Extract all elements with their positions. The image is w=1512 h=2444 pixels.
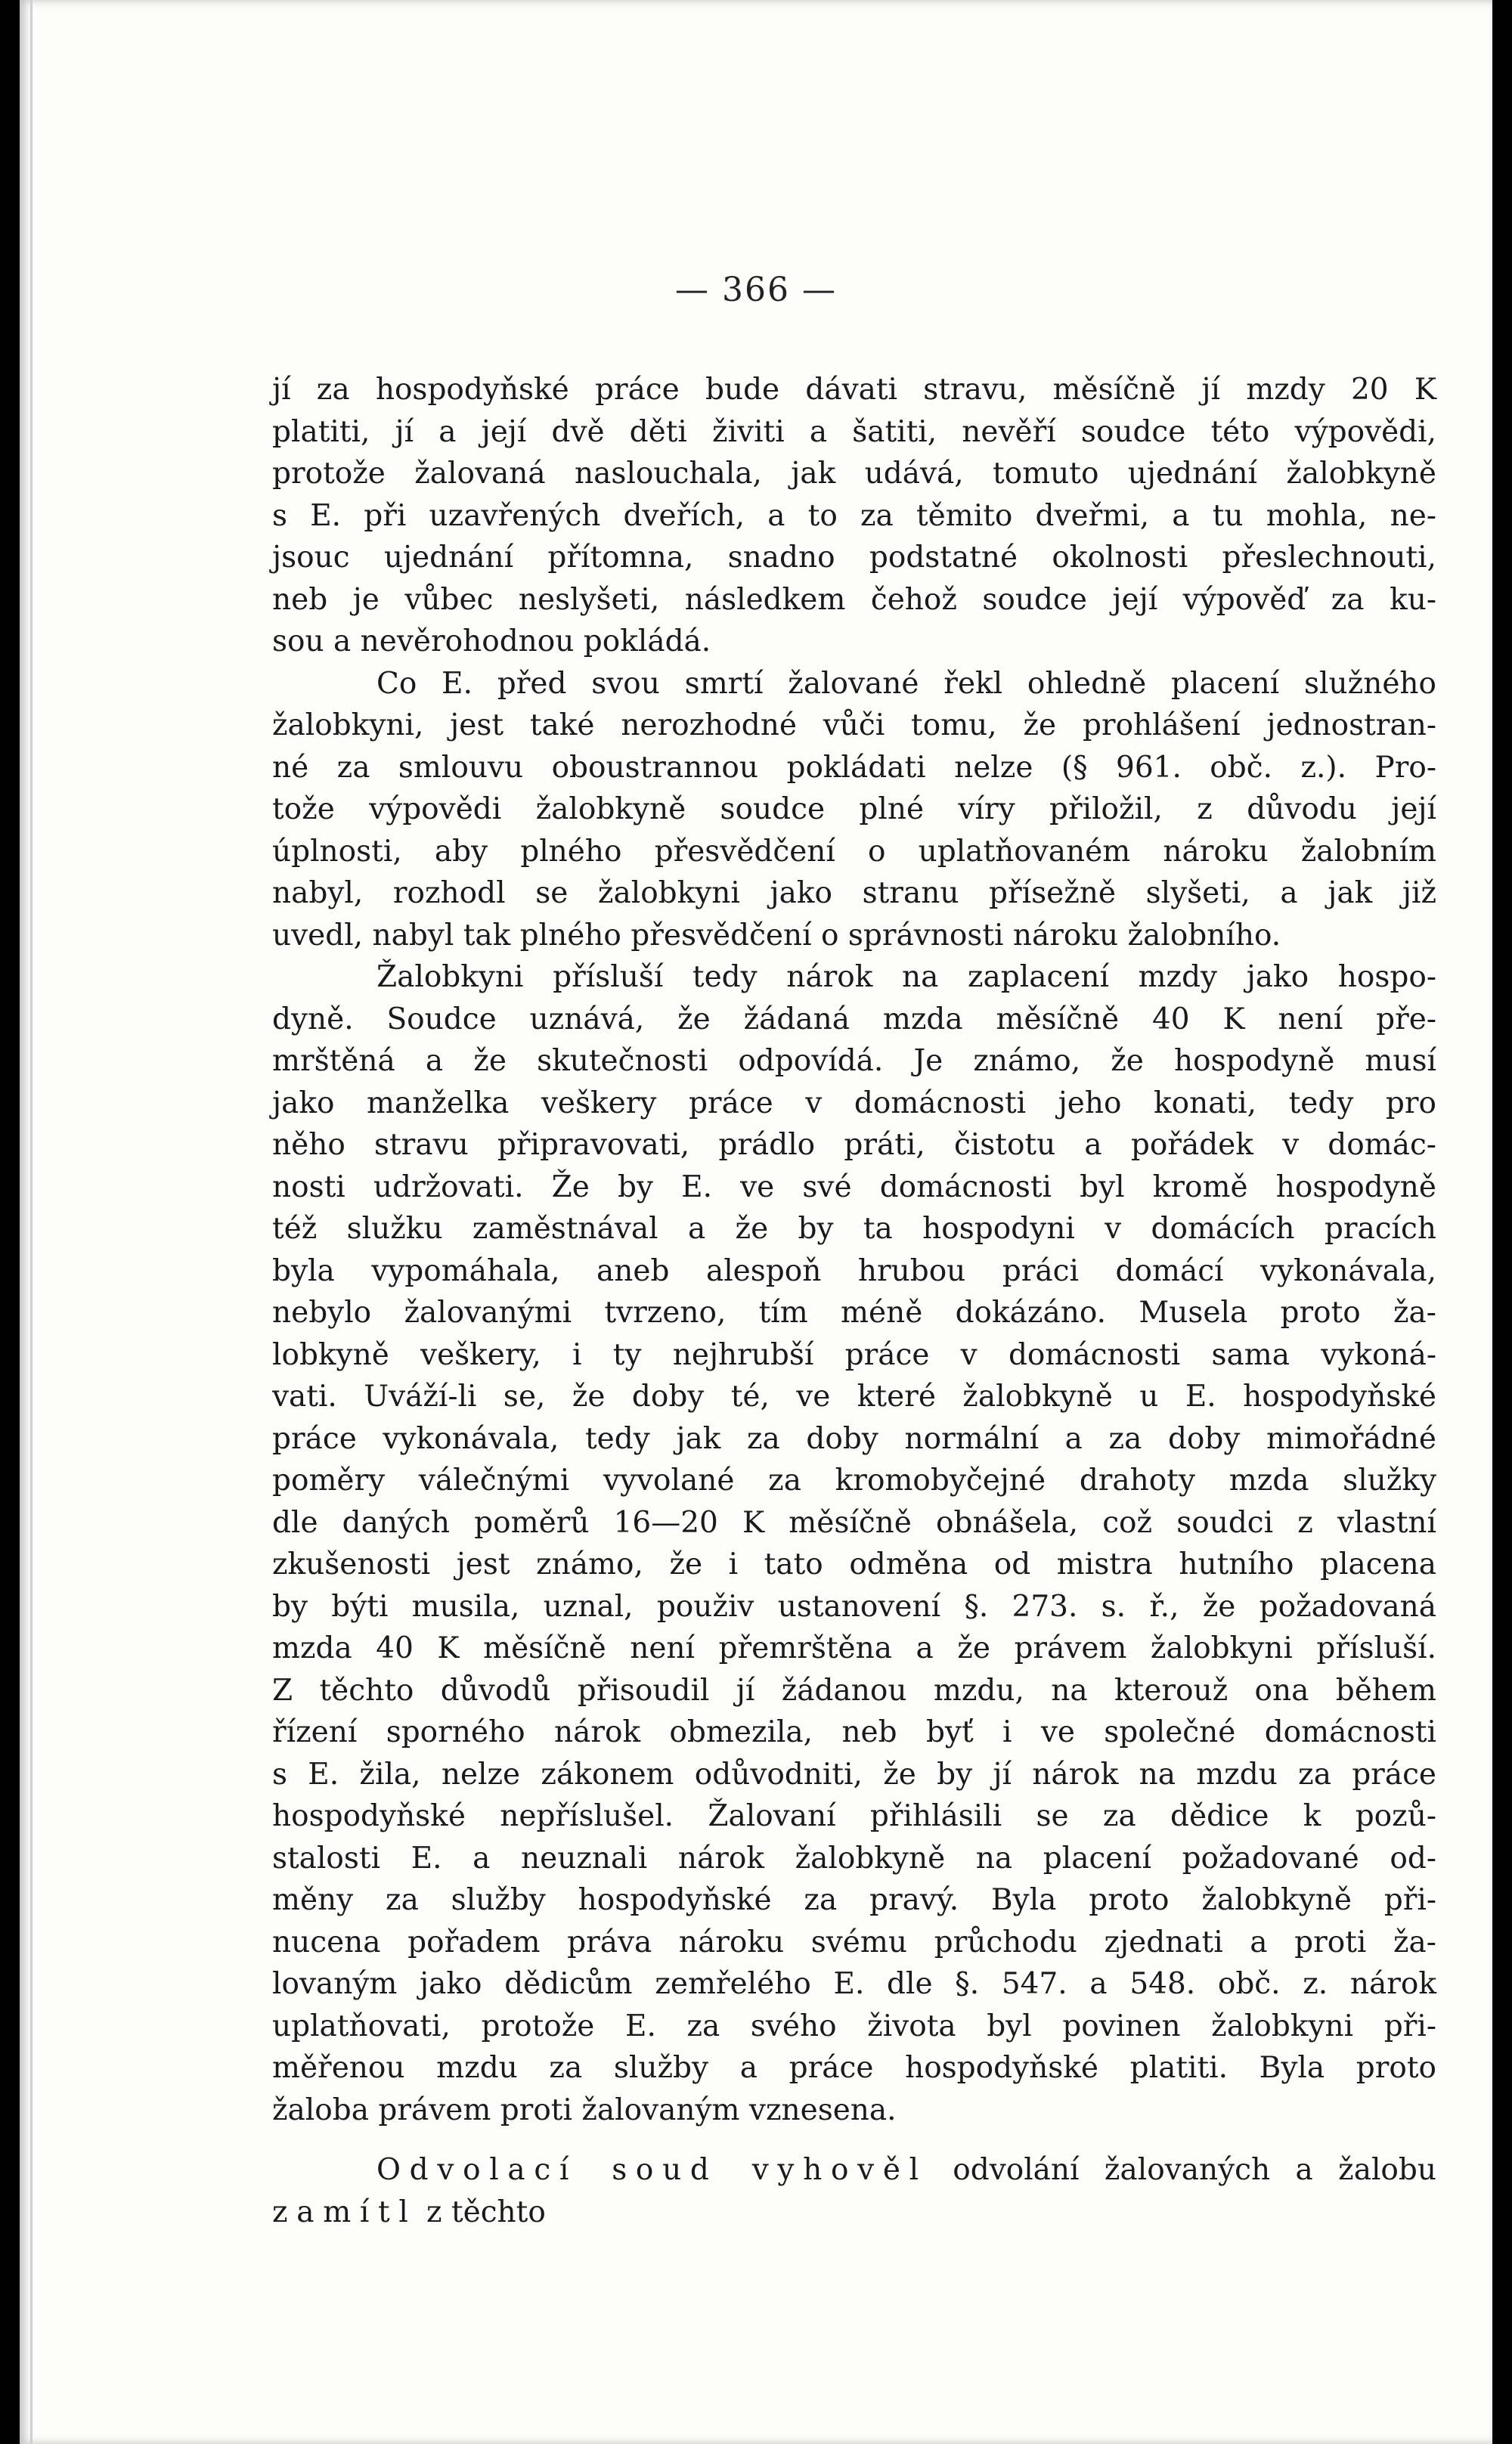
text-line: poměry válečnými vyvolané za kromobyčejné drahoty mzda služky [272,1464,1436,1498]
text-line: mrštěná a že skutečnosti odpovídá. Je známo, že hospodyně musí [272,1044,1436,1078]
text-line: měřenou mzdu za služby a práce hospodyňské platiti. Byla proto [272,2051,1436,2085]
text-line: nucena pořadem práva nároku svému průchodu zjednati a proti ža- [272,1925,1436,1959]
text-line: platiti, jí a její dvě děti živiti a šatiti, nevěří soudce této výpovědi, [272,414,1436,449]
text-line: byla vypomáhala, aneb alespoň hrubou práci domácí vykonávala, [272,1253,1436,1288]
text-line: protože žalovaná naslouchala, jak udává, tomuto ujednání žalobkyně [272,457,1436,491]
text-line: nebylo žalovanými tvrzeno, tím méně dokázáno. Musela proto ža- [272,1296,1436,1330]
spaced-emphasis: zamítl [272,2195,417,2229]
text-line: zkušenosti jest známo, že i tato odměna od mistra hutního placena [272,1547,1436,1581]
text-line: jsouc ujednání přítomna, snadno podstatné okolnosti přeslechnouti, [272,541,1436,575]
body-text [272,369,1436,2233]
text-line: dyně. Soudce uznává, že žádaná mzda měsíčně 40 K není pře- [272,1002,1436,1036]
page-number: — 366 — [675,271,837,309]
text-line: lobkyně veškery, i ty nejhrubší práce v domácnosti sama vykoná- [272,1337,1436,1372]
text-line: stalosti E. a neuznali nárok žalobkyně na placení požadované od- [272,1841,1436,1876]
text-line: jí za hospodyňské práce bude dávati stravu, měsíčně jí mzdy 20 K [272,373,1436,407]
text-line: nosti udržovati. Že by E. ve své domácnosti byl kromě hospodyně [272,1169,1436,1204]
text-line: měny za služby hospodyňské za pravý. Byla proto žalobkyně při- [272,1883,1436,1917]
text-line: žalobkyni, jest také nerozhodné vůči tomu, že prohlášení jednostran- [272,708,1436,742]
text-line: vati. Uváží-li se, že doby té, ve které žalobkyně u E. hospodyňské [272,1380,1436,1414]
spaced-emphasis: Odvolací soud vyhověl [376,2153,928,2187]
text-line: Žalobkyni přísluší tedy nárok na zaplacení mzdy jako hospo- [376,960,1436,994]
text-line: Co E. před svou smrtí žalované řekl ohledně placení služného [376,666,1436,701]
text-line: neb je vůbec neslyšeti, následkem čehož soudce její výpověď za ku- [272,582,1436,617]
closing-line-1 [272,2149,1436,2192]
text-line: dle daných poměrů 16—20 K měsíčně obnášela, což soudci z vlastní [272,1505,1436,1540]
text-line: Z těchto důvodů přisoudil jí žádanou mzdu, na kterouž ona během [272,1673,1436,1708]
text-line: lovaným jako dědicům zemřelého E. dle §. 547. a 548. obč. z. nárok [272,1967,1436,2001]
text-line: též služku zaměstnával a že by ta hospodyni v domácích pracích [272,1212,1436,1246]
text-line: nabyl, rozhodl se žalobkyni jako stranu přísežně slyšeti, a jak již [272,876,1436,910]
closing-text: odvolání žalovaných a žalobu [927,2153,1436,2187]
text-line: sou a nevěrohodnou pokládá. [272,624,711,658]
text-line: s E. při uzavřených dveřích, a to za těmito dveřmi, a tu mohla, ne- [272,498,1436,533]
book-page [20,0,1492,2444]
closing-line-2 [272,2192,1436,2234]
text-line: jako manželka veškery práce v domácnosti jeho konati, tedy pro [272,1086,1436,1120]
text-line: něho stravu připravovati, prádlo práti, čistotu a pořádek v domác- [272,1128,1436,1162]
text-line: řízení sporného nárok obmezila, neb byť i ve společné domácnosti [272,1715,1436,1749]
text-line: mzda 40 K měsíčně není přemrštěna a že právem žalobkyni přísluší. [272,1631,1436,1665]
text-line: žaloba právem proti žalovaným vznesena. [272,2092,897,2127]
text-line: hospodyňské nepříslušel. Žalovaní přihlásili se za dědice k pozů- [272,1799,1436,1833]
text-line: uplatňovati, protože E. za svého života byl povinen žalobkyni při- [272,2009,1436,2043]
text-line: práce vykonávala, tedy jak za doby normální a za doby mimořádné [272,1421,1436,1456]
text-line: by býti musila, uznal, použiv ustanovení §. 273. s. ř., že požadovaná [272,1589,1436,1624]
text-line: úplnosti, aby plného přesvědčení o uplatňovaném nároku žalobním [272,834,1436,869]
text-line: tože výpovědi žalobkyně soudce plné víry přiložil, z důvodu její [272,792,1436,826]
text-line: uvedl, nabyl tak plného přesvědčení o správnosti nároku žalobního. [272,918,1281,953]
text-line: s E. žila, nelze zákonem odůvodniti, že by jí nárok na mzdu za práce [272,1757,1436,1792]
binding-gutter [30,0,33,2444]
text-line: né za smlouvu oboustrannou pokládati nelze (§ 961. obč. z.). Pro- [272,750,1436,785]
closing-text: z těchto [417,2195,546,2229]
